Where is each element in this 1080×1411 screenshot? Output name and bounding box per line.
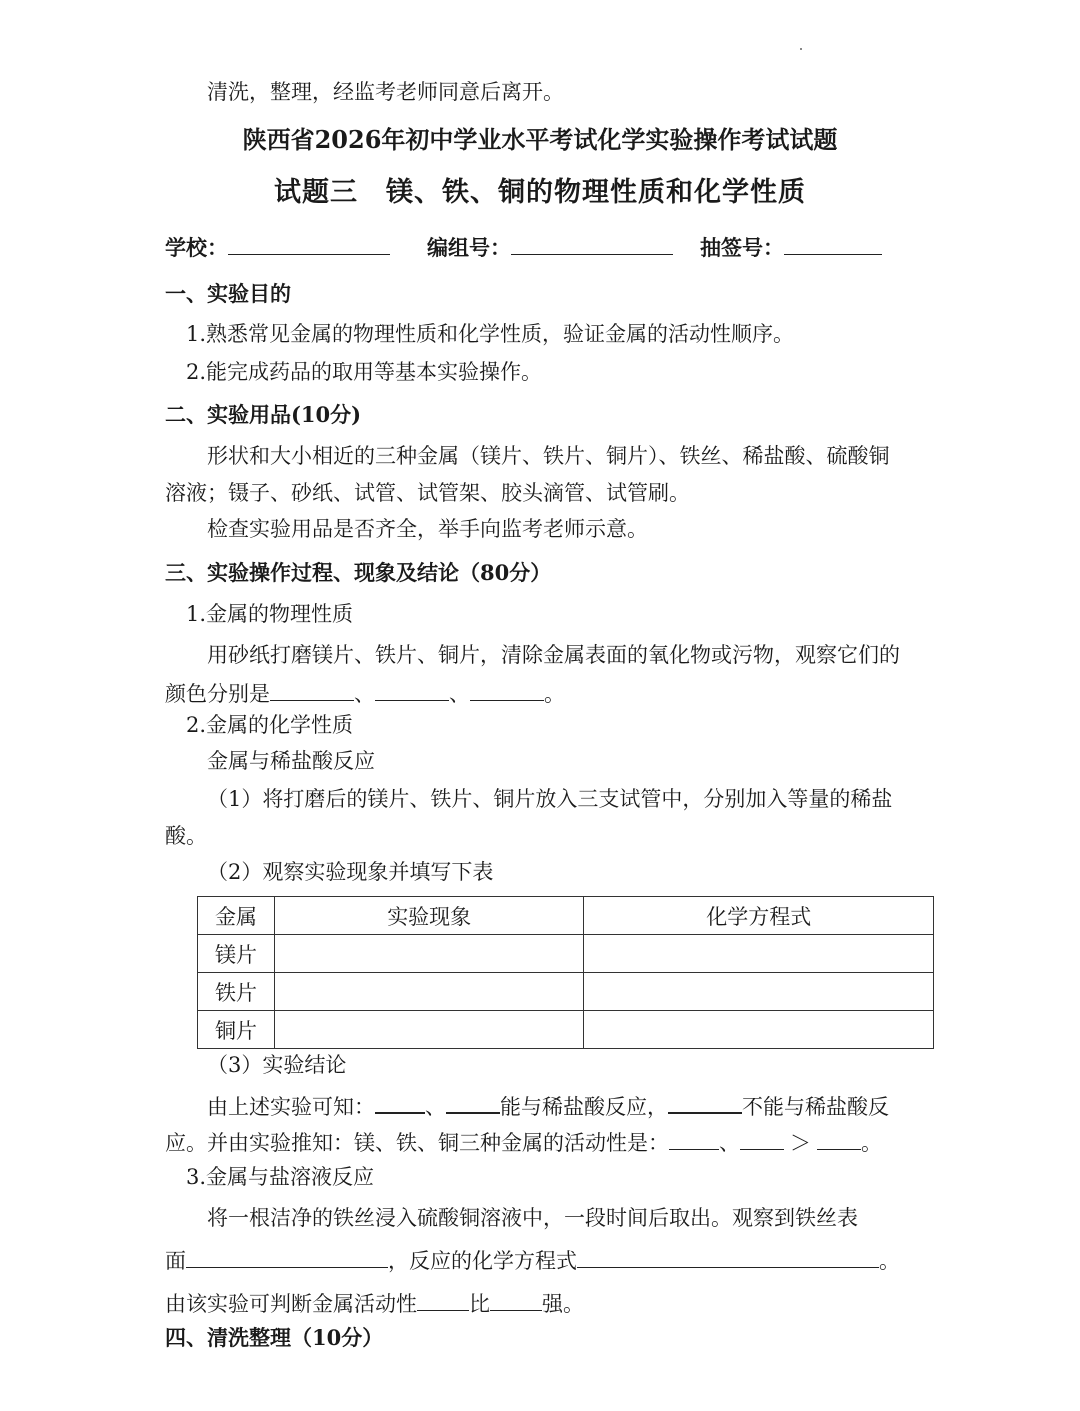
school-label: 学校： (165, 235, 228, 260)
scan-speck (800, 48, 802, 50)
page-subtitle: 试题三 镁、铁、铜的物理性质和化学性质 (274, 177, 806, 208)
salt-text-3 (165, 1292, 584, 1315)
reactive-blank-1[interactable] (375, 1094, 425, 1114)
surface-prefix: 面 (165, 1249, 186, 1273)
salt-text-2 (165, 1249, 900, 1272)
school-field (165, 236, 390, 258)
reactive-blank-2[interactable] (446, 1094, 500, 1114)
nonreactive-blank[interactable] (668, 1094, 742, 1114)
strong-word: 强。 (542, 1292, 584, 1316)
school-blank[interactable] (228, 236, 390, 255)
period: 。 (879, 1249, 900, 1273)
metal-cell: 铁片 (198, 973, 275, 1011)
conclusion-prefix: 由上述实验可知： (207, 1095, 375, 1119)
top-line: 清洗，整理，经监考老师同意后离开。 (207, 80, 564, 104)
table-row (198, 935, 934, 973)
group-field (427, 236, 673, 258)
objective-2: 2.能完成药品的取用等基本实验操作。 (186, 360, 543, 384)
color-blank-cu[interactable] (470, 682, 544, 701)
compare-word: 比 (469, 1292, 490, 1316)
lot-blank[interactable] (784, 236, 882, 255)
group-label: 编组号： (427, 235, 511, 260)
step-1-line-2: 酸。 (165, 824, 207, 848)
section-1-heading: 一、实验目的 (165, 281, 291, 306)
salt-equation-blank[interactable] (577, 1249, 879, 1268)
section-3-heading: 三、实验操作过程、现象及结论（80分） (165, 560, 552, 585)
phenomenon-cell[interactable] (274, 935, 584, 973)
section-4-heading: 四、清洗整理（10分） (165, 1325, 384, 1350)
step-1-line-1: （1）将打磨后的镁片、铁片、铜片放入三支试管中，分别加入等量的稀盐 (207, 787, 893, 811)
color-prompt: 颜色分别是 (165, 682, 270, 706)
materials-line-2: 溶液；镊子、砂纸、试管、试管架、胶头滴管、试管刷。 (165, 481, 690, 505)
conclusion-line-2 (165, 1131, 882, 1154)
activity-blank-2[interactable] (740, 1131, 784, 1150)
table-row (198, 1011, 934, 1049)
conclusion-line-1 (207, 1094, 889, 1118)
acid-reaction-title: 金属与稀盐酸反应 (207, 749, 375, 773)
equation-prompt: ，反应的化学方程式 (388, 1249, 577, 1273)
observation-table (197, 896, 934, 1049)
activity-judge-prefix: 由该实验可判断金属活动性 (165, 1292, 417, 1316)
sep: 、 (354, 682, 375, 706)
sep: 、 (719, 1131, 740, 1155)
page-title: 陕西省2026年初中学业水平考试化学实验操作考试试题 (242, 125, 838, 154)
equation-cell[interactable] (584, 973, 934, 1011)
objective-1: 1.熟悉常见金属的物理性质和化学性质，验证金属的活动性顺序。 (186, 322, 795, 346)
lot-label: 抽签号： (700, 235, 784, 260)
table-header-row (198, 897, 934, 935)
surface-blank[interactable] (186, 1249, 388, 1268)
period: 。 (544, 682, 565, 706)
phenomenon-cell[interactable] (274, 1011, 584, 1049)
physical-properties-title: 1.金属的物理性质 (186, 602, 354, 626)
step-2: （2）观察实验现象并填写下表 (207, 860, 494, 884)
equation-cell[interactable] (584, 935, 934, 973)
activity-blank-1[interactable] (669, 1131, 719, 1150)
step-3: （3）实验结论 (207, 1053, 347, 1077)
phenomenon-cell[interactable] (274, 973, 584, 1011)
section-2-heading: 二、实验用品(10分) (165, 402, 362, 427)
salt-text-1: 将一根洁净的铁丝浸入硫酸铜溶液中，一段时间后取出。观察到铁丝表 (207, 1206, 858, 1230)
materials-line-1: 形状和大小相近的三种金属（镁片、铁片、铜片）、铁丝、稀盐酸、硫酸铜 (207, 444, 890, 468)
activity-prompt: 应。并由实验推知：镁、铁、铜三种金属的活动性是： (165, 1131, 669, 1155)
header-equation: 化学方程式 (584, 897, 934, 935)
color-blank-fe[interactable] (375, 682, 449, 701)
table-row (198, 973, 934, 1011)
physical-text-1: 用砂纸打磨镁片、铁片、铜片，清除金属表面的氧化物或污物，观察它们的 (207, 643, 900, 667)
color-blank-mg[interactable] (270, 682, 354, 701)
group-blank[interactable] (511, 236, 673, 255)
sep: 、 (449, 682, 470, 706)
header-phenomenon: 实验现象 (274, 897, 584, 935)
physical-text-2 (165, 682, 565, 705)
salt-reaction-title: 3.金属与盐溶液反应 (186, 1165, 375, 1189)
conclusion-suffix: 不能与稀盐酸反 (742, 1095, 889, 1119)
conclusion-mid: 能与稀盐酸反应， (500, 1095, 668, 1119)
activity-blank-3[interactable] (817, 1131, 861, 1150)
metal-cell: 镁片 (198, 935, 275, 973)
header-metal: 金属 (198, 897, 275, 935)
metal-blank-2[interactable] (490, 1292, 542, 1311)
period: 。 (861, 1131, 882, 1155)
equation-cell[interactable] (584, 1011, 934, 1049)
metal-blank-1[interactable] (417, 1292, 469, 1311)
lot-field (700, 236, 882, 258)
materials-check: 检查实验用品是否齐全，举手向监考老师示意。 (207, 517, 648, 541)
sep: 、 (425, 1095, 446, 1119)
greater-than: ＞ (790, 1131, 811, 1155)
metal-cell: 铜片 (198, 1011, 275, 1049)
chemical-properties-title: 2.金属的化学性质 (186, 713, 354, 737)
